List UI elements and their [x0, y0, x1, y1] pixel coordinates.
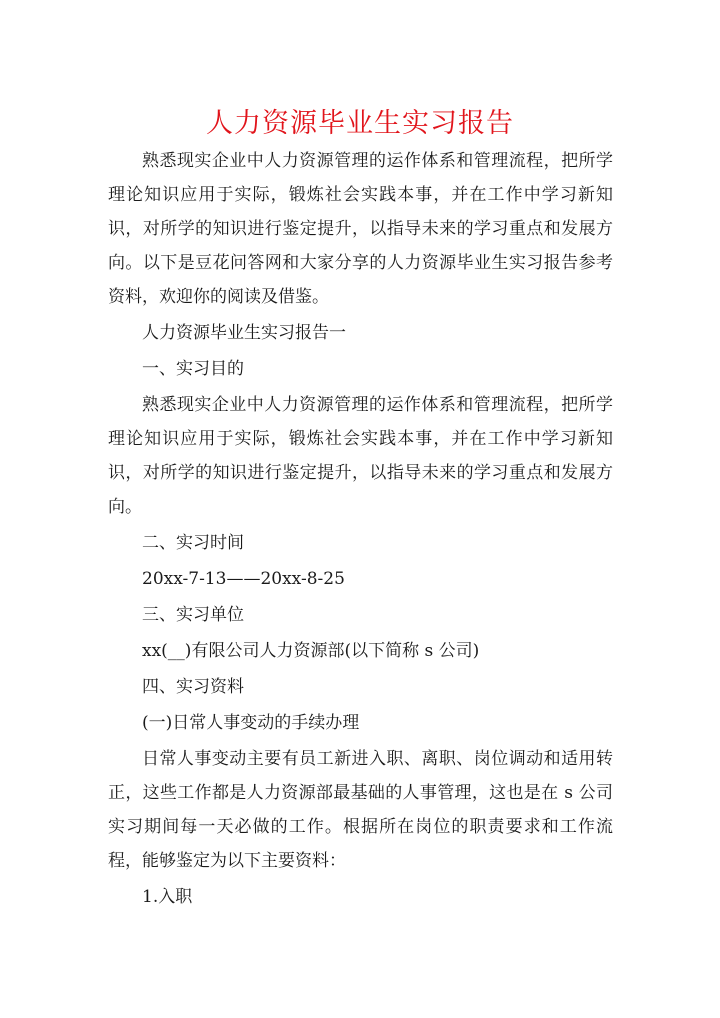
- section-heading-content: 四、实习资料: [142, 677, 244, 697]
- intro-paragraph: 熟悉现实企业中人力资源管理的运作体系和管理流程，把所学理论知识应用于实际，锻炼社会实践本事，并在工作中学习新知识，对所学的知识进行鉴定提升，以指导未来的学习重点和发展方向。以下是豆花问答网和大家分享的人力资源毕业生实习报告参考资料，欢迎你的阅读及借鉴。: [108, 151, 613, 307]
- purpose-paragraph: 熟悉现实企业中人力资源管理的运作体系和管理流程，把所学理论知识应用于实际，锻炼社会实践本事，并在工作中学习新知识，对所学的知识进行鉴定提升，以指导未来的学习重点和发展方向。: [108, 395, 613, 517]
- document-body: [108, 144, 613, 916]
- item-onboarding: 1.入职: [142, 887, 193, 907]
- internship-company: xx(__)有限公司人力资源部(以下简称 s 公司): [142, 641, 480, 661]
- section-heading-purpose: 一、实习目的: [142, 359, 244, 379]
- internship-dates: 20xx-7-13——20xx-8-25: [142, 569, 345, 589]
- report-subtitle: 人力资源毕业生实习报告一: [142, 323, 346, 343]
- document-title: 人力资源毕业生实习报告: [206, 108, 514, 140]
- section-heading-time: 二、实习时间: [142, 533, 244, 553]
- section-heading-unit: 三、实习单位: [142, 605, 244, 625]
- subsection-heading-personnel: (一)日常人事变动的手续办理: [142, 713, 360, 733]
- personnel-paragraph: 日常人事变动主要有员工新进入职、离职、岗位调动和适用转正，这些工作都是人力资源部最基础的人事管理，这也是在 s 公司实习期间每一天必做的工作。根据所在岗位的职责要求和工作流程，能够鉴定为以下主要资料：: [108, 749, 613, 871]
